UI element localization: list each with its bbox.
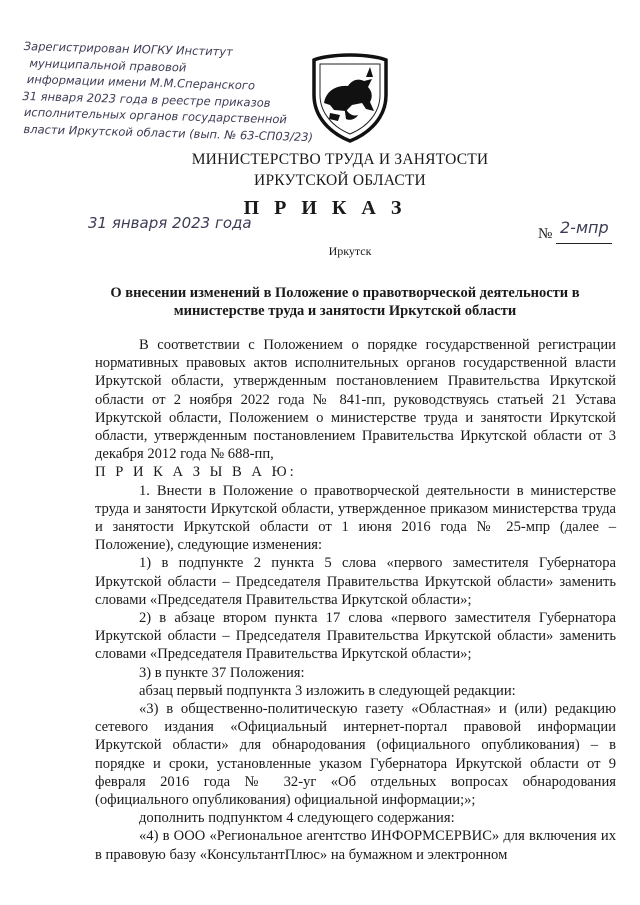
stamp-line: информации имени М.М.Сперанского [26, 72, 256, 93]
registration-stamp [21, 38, 324, 145]
document-number-label: № [538, 226, 553, 242]
document-type: П Р И К А З [243, 197, 407, 219]
ministry-name-line2: ИРКУТСКОЙ ОБЛАСТИ [254, 172, 426, 189]
number-underline [556, 243, 612, 244]
document-date: 31 января 2023 года [88, 214, 252, 232]
paragraph-quote-4: «4) в ООО «Региональное агентство ИНФОРМСЕРВИС» для включения их в правовую базу «КонсультантПлюс» на бумажном и электронном [95, 828, 616, 863]
stamp-line: власти Иркутской области (вып. № 63-СП03/23) [23, 121, 314, 144]
stamp-line: исполнительных органов государственной [23, 105, 288, 127]
ministry-name-line1: МИНИСТЕРСТВО ТРУДА И ЗАНЯТОСТИ [191, 151, 489, 168]
document-number: 2-мпр [560, 218, 609, 237]
paragraph-subitem-3: 3) в пункте 37 Положения: [139, 664, 305, 681]
coat-of-arms-icon [300, 47, 400, 147]
document-body [95, 336, 616, 864]
stamp-line: 31 января 2023 года в реестре приказов [22, 88, 271, 110]
stamp-line: Зарегистрирован ИОГКУ Институт [23, 38, 234, 59]
preamble-paragraph: В соответствии с Положением о порядке государственной регистрации нормативных правовых актов исполнительных органов государственной власти Иркутской области, утвержденным постановлением Правительства Иркутской области от 2 ноября 2022 года № 841-пп, руководствуясь статьей 21 Устава Иркутской области, Положением о министерстве труда и занятости Иркутской области, утвержденным постановлением Правительства Иркутской области от 3 декабря 2012 года № 688-пп, [95, 337, 616, 463]
paragraph-add: дополнить подпунктом 4 следующего содержания: [139, 810, 455, 827]
order-keyword: П Р И К А З Ы В А Ю: [95, 464, 297, 481]
document-city: Иркутск [328, 244, 372, 258]
stamp-line: муниципальной правовой [29, 55, 187, 75]
paragraph-item-1: 1. Внести в Положение о правотворческой деятельности в министерстве труда и занятости Иркутской области, утвержденное приказом министерства труда и занятости Иркутской области от 1 июня 2016 года № 25-мпр (далее – Положение), следующие изменения: [95, 482, 616, 554]
paragraph-subitem-2: 2) в абзаце втором пункта 17 слова «первого заместителя Губернатора Иркутской области – Председателя Правительства Иркутской области» заменить словами «Председателя Правительства Иркутской области»; [95, 610, 616, 663]
document-title: О внесении изменений в Положение о правотворческой деятельности в министерстве труда и занятости Иркутской области [110, 285, 580, 319]
paragraph-subitem-1: 1) в подпункте 2 пункта 5 слова «первого заместителя Губернатора Иркутской области – Председателя Правительства Иркутской области» заменить словами «Председателя Правительства Иркутской области»; [95, 555, 616, 608]
paragraph-quote-3: «3) в общественно-политическую газету «Областная» и (или) редакцию сетевого издания «Официальный интернет-портал правовой информации Иркутской области» для обнародования (официального опубликования) – в порядке и сроки, установленные указом Губернатора Иркутской области от 9 февраля 2016 года № 32-уг «Об отдельных вопросах обнародования (официального опубликования) официальной информации;»; [95, 701, 616, 809]
paragraph-abzac: абзац первый подпункта 3 изложить в следующей редакции: [139, 682, 516, 699]
